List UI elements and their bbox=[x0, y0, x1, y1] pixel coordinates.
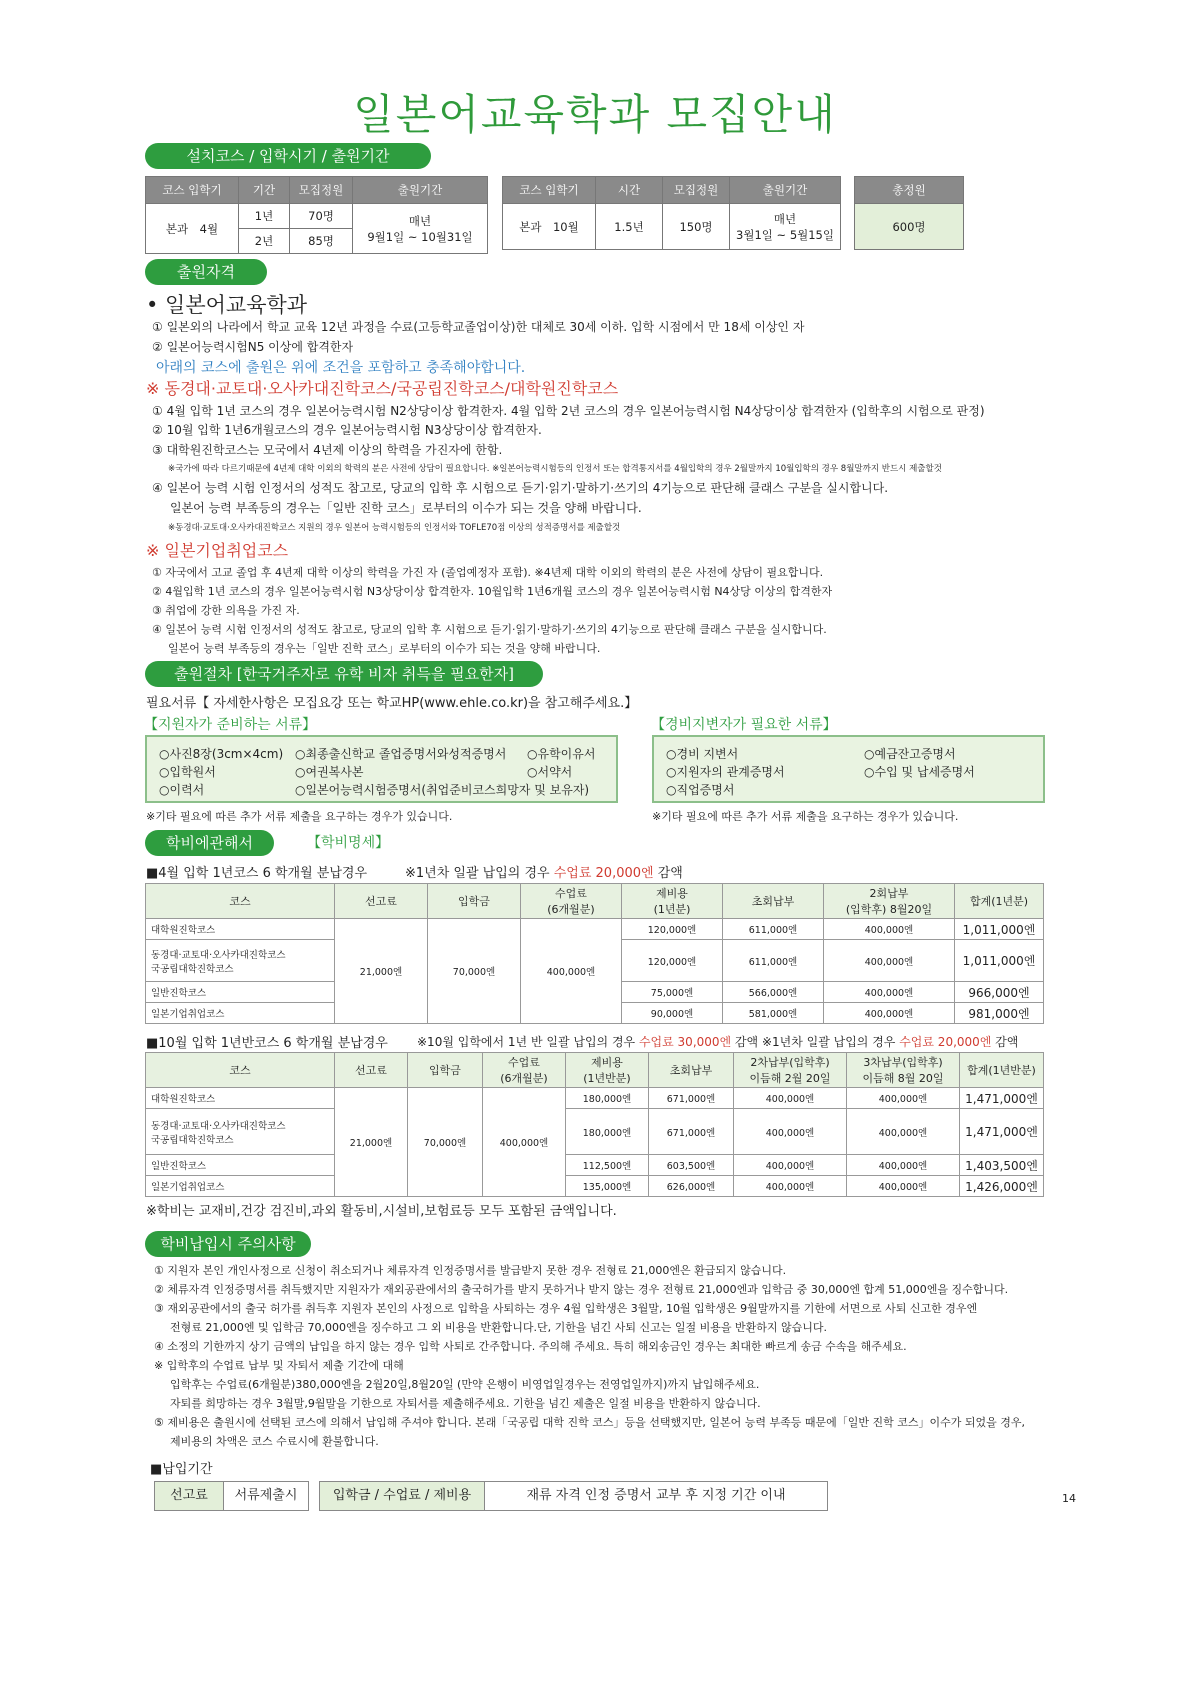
doc-item: ○입학원서 bbox=[159, 765, 216, 779]
section-label-procedure: 출원절차 [한국거주자로 유학 비자 취득을 필요한자] bbox=[145, 661, 543, 687]
text-line: ② 일본어능력시험N5 이상에 합격한자 bbox=[152, 340, 354, 354]
period-value-fee: 서류제출시 bbox=[223, 1481, 309, 1511]
doc-item: ○서약서 bbox=[527, 765, 573, 779]
th: 코스 bbox=[146, 1053, 335, 1088]
fee-total: 1,471,000엔 bbox=[960, 1109, 1044, 1155]
fee-total: 966,000엔 bbox=[955, 982, 1044, 1003]
doc-item: ○이력서 bbox=[159, 783, 205, 797]
doc-item: ○수입 및 납세증명서 bbox=[864, 765, 975, 779]
text-line: 일본어 능력 부족등의 경우는「일반 진학 코스」로부터의 이수가 되는 것을 양해 바랍니다. bbox=[168, 642, 601, 655]
fee-cell: 566,000엔 bbox=[723, 982, 824, 1003]
blue-note: 아래의 코스에 출원은 위에 조건을 포함하고 충족해야합니다. bbox=[156, 360, 526, 376]
th: 선고료 bbox=[335, 884, 428, 919]
course-cell: 대학원진학코스 bbox=[146, 919, 335, 940]
period-label-tuition: 입학금 / 수업료 / 제비용 bbox=[319, 1481, 485, 1511]
th: 수업료 (6개월분) bbox=[521, 884, 622, 919]
section-label-eligibility: 출원자격 bbox=[145, 259, 267, 285]
fee-cell: 671,000엔 bbox=[649, 1088, 734, 1109]
text-line: ② 체류자격 인정증명서를 취득했지만 지원자가 재외공관에서의 출국허가를 받지 못하거나 받지 않는 경우 전형료 21,000엔과 입학금 중 30,000엔 합계 51,000엔을 징수합니다. bbox=[154, 1283, 1009, 1296]
small-note: ※국가에 따라 다르기때문에 4년제 대학 이외의 학력의 분은 사전에 상담이 필요합니다. ※일본어능력시험등의 인정서 또는 합격통지서를 4월입학의 경우 2월말까지 10월입학의 경우 8월말까지 반드시 제출할것 bbox=[168, 464, 942, 474]
fee-cell: 75,000엔 bbox=[622, 982, 723, 1003]
fee-cell: 400,000엔 bbox=[847, 1176, 960, 1197]
fee-cell: 400,000엔 bbox=[734, 1088, 847, 1109]
course-cell bbox=[146, 940, 335, 982]
period-cell: 1년 bbox=[239, 204, 290, 229]
course-cell: 일반진학코스 bbox=[146, 1155, 335, 1176]
th: 총정원 bbox=[855, 177, 964, 204]
application-period bbox=[730, 204, 841, 250]
applicant-docs-box bbox=[145, 735, 618, 803]
th: 출원기간 bbox=[353, 177, 488, 204]
application-period bbox=[353, 204, 488, 254]
th: 기간 bbox=[239, 177, 290, 204]
dept-heading: • 일본어교육학과 bbox=[146, 293, 308, 317]
course-cell bbox=[146, 1109, 335, 1155]
course-table-october bbox=[502, 176, 841, 250]
th: 제비용 (1년분) bbox=[622, 884, 723, 919]
capacity-cell: 70명 bbox=[290, 204, 353, 229]
text-line: ① 자국에서 고교 졸업 후 4년제 대학 이상의 학력을 가진 자 (졸업예정자 포함). ※4년제 대학 이외의 학력의 분은 사전에 상담이 필요합니다. bbox=[152, 566, 824, 579]
th: 2회납부 (입학후) 8월20일 bbox=[824, 884, 955, 919]
period-label-fee: 선고료 bbox=[154, 1481, 224, 1511]
note-text: 감액 bbox=[653, 866, 683, 881]
page-number: 14 bbox=[1062, 1492, 1076, 1505]
th: 입학금 bbox=[408, 1053, 483, 1088]
note-red: 수업료 30,000엔 bbox=[638, 1035, 732, 1049]
th: 3차납부(입학후) 이듬해 8월 20일 bbox=[847, 1053, 960, 1088]
fee-cell: 180,000엔 bbox=[566, 1109, 649, 1155]
course-cell: 본과 10월 bbox=[503, 204, 596, 250]
period-line: 9월1일 ~ 10월31일 bbox=[367, 229, 473, 244]
fee-inclusion-note: ※학비는 교재비,건강 검진비,과외 활동비,시설비,보험료등 모두 포함된 금액입니다. bbox=[146, 1204, 617, 1219]
note-text: 감액 ※1년차 일괄 납입의 경우 bbox=[731, 1035, 900, 1049]
text-line: ① 지원자 본인 개인사정으로 신청이 취소되거나 체류자격 인정증명서를 발급받지 못한 경우 전형료 21,000엔은 환급되지 않습니다. bbox=[154, 1264, 787, 1277]
payment-period-title: ■납입기간 bbox=[150, 1462, 213, 1477]
course-line: 국공립대학진학코스 bbox=[151, 1134, 234, 1146]
note-text: ※1년차 일괄 납입의 경우 bbox=[405, 866, 554, 881]
fee-total: 1,426,000엔 bbox=[960, 1176, 1044, 1197]
note-red: 수업료 20,000엔 bbox=[899, 1035, 992, 1049]
text-line: ③ 재외공관에서의 출국 허가를 취득후 지원자 본인의 사정으로 입학을 사퇴하는 경우 4월 입학생은 3월말, 10월 입학생은 9월말까지를 기한에 서면으로 사퇴 신고한 경우엔 bbox=[154, 1302, 978, 1315]
course-line: 동경대·교토대·오사카대진학코스 bbox=[151, 1120, 286, 1132]
applicant-docs-title: 【지원자가 준비하는 서류】 bbox=[144, 717, 317, 733]
th: 입학금 bbox=[428, 884, 521, 919]
fee-total: 1,471,000엔 bbox=[960, 1088, 1044, 1109]
small-note: ※동경대·교토대·오사카대진학코스 지원의 경우 일본어 능력시험등의 인정서와 TOFLE70점 이상의 성적증명서를 제출할것 bbox=[168, 523, 621, 533]
doc-item: ○사진8장(3cm×4cm) bbox=[159, 747, 284, 761]
text-line: ④ 일본어 능력 시험 인정서의 성적도 참고로, 당교의 입학 후 시험으로 듣기·읽기·말하기·쓰기의 4기능으로 판단해 클래스 구분을 실시합니다. bbox=[152, 623, 827, 636]
text-line: ④ 소정의 기한까지 상기 금액의 납입을 하지 않는 경우 입학 사퇴로 간주합니다. 주의해 주세요. 특히 해외송금인 경우는 최대한 빠르게 송금 수속을 해주세요. bbox=[154, 1340, 907, 1353]
period-value-tuition: 재류 자격 인정 증명서 교부 후 지정 기간 이내 bbox=[484, 1481, 828, 1511]
fee-cell: 120,000엔 bbox=[622, 940, 723, 982]
text-line: ⑤ 제비용은 출원시에 선택된 코스에 의해서 납입해 주셔야 합니다. 본래「국공립 대학 진학 코스」등을 선택했지만, 일본어 능력 부족등 때문에「일반 진학 코스」이수가 되었을 경우, bbox=[154, 1416, 1025, 1429]
text-line: 전형료 21,000엔 및 입학금 70,000엔을 징수하고 그 외 비용을 반환합니다.단, 기한을 넘긴 사퇴 신고는 일절 비용을 반환하지 않습니다. bbox=[170, 1321, 827, 1334]
red-heading-employment: ※ 일본기업취업코스 bbox=[146, 541, 289, 560]
page-title: 일본어교육학과 모집안내 bbox=[353, 90, 837, 139]
fee-common: 21,000엔 bbox=[335, 1088, 408, 1197]
fee-cell: 400,000엔 bbox=[734, 1109, 847, 1155]
period-cell: 2년 bbox=[239, 229, 290, 254]
fee-table1-note bbox=[405, 862, 683, 881]
fee-table2-note bbox=[417, 1033, 1018, 1050]
red-heading-advanced: ※ 동경대·교토대·오사카대진학코스/국공립진학코스/대학원진학코스 bbox=[146, 379, 619, 398]
course-cell: 일반진학코스 bbox=[146, 982, 335, 1003]
extra-docs-note: ※기타 필요에 따른 추가 서류 제출을 요구하는 경우가 있습니다. bbox=[652, 810, 959, 823]
fee-cell: 180,000엔 bbox=[566, 1088, 649, 1109]
text-line: 자퇴를 희망하는 경우 3월말,9월말을 기한으로 자퇴서를 제출해주세요. 기한을 넘긴 제출은 일절 비용을 반환하지 않습니다. bbox=[170, 1397, 761, 1410]
doc-item: ○여권복사본 bbox=[295, 765, 364, 779]
text-line: ② 4월입학 1년 코스의 경우 일본어능력시험 N3상당이상 합격한자. 10월입학 1년6개월 코스의 경우 일본어능력시험 N4상당 이상의 합격한자 bbox=[152, 585, 833, 598]
course-cell: 일본기업취업코스 bbox=[146, 1003, 335, 1024]
section-label-payment-notes: 학비납입시 주의사항 bbox=[145, 1231, 311, 1257]
text-line: ③ 취업에 강한 의욕을 가진 자. bbox=[152, 604, 300, 617]
fee-common: 400,000엔 bbox=[483, 1088, 566, 1197]
fee-table2-title: ■10월 입학 1년반코스 6 학개월 분납경우 bbox=[146, 1036, 388, 1051]
text-line: ④ 일본어 능력 시험 인정서의 성적도 참고로, 당교의 입학 후 시험으로 듣기·읽기·말하기·쓰기의 4기능으로 판단해 클래스 구분을 실시합니다. bbox=[152, 481, 889, 495]
note-text: ※10월 입학에서 1년 반 일괄 납입의 경우 bbox=[417, 1035, 639, 1049]
th: 모집정원 bbox=[663, 177, 730, 204]
th: 초회납부 bbox=[723, 884, 824, 919]
fee-cell: 400,000엔 bbox=[824, 982, 955, 1003]
fee-cell: 400,000엔 bbox=[847, 1155, 960, 1176]
doc-item: ○예금잔고증명서 bbox=[864, 747, 956, 761]
fee-cell: 671,000엔 bbox=[649, 1109, 734, 1155]
text-line: ③ 대학원진학코스는 모국에서 4년제 이상의 학력을 가진자에 한함. bbox=[152, 443, 503, 457]
fee-total: 1,011,000엔 bbox=[955, 940, 1044, 982]
fee-common: 400,000엔 bbox=[521, 919, 622, 1024]
th: 2차납부(입학후) 이듬해 2월 20일 bbox=[734, 1053, 847, 1088]
th: 합계(1년반분) bbox=[960, 1053, 1044, 1088]
doc-item: ○일본어능력시험증명서(취업준비코스희망자 및 보유자) bbox=[295, 783, 590, 797]
th: 초회납부 bbox=[649, 1053, 734, 1088]
fee-common: 70,000엔 bbox=[428, 919, 521, 1024]
text-line: 입학후는 수업료(6개월분)380,000엔을 2월20일,8월20일 (만약 은행이 비영업일경우는 전영업일까지)까지 납입해주세요. bbox=[170, 1378, 760, 1391]
fee-cell: 90,000엔 bbox=[622, 1003, 723, 1024]
capacity-cell: 150명 bbox=[663, 204, 730, 250]
fee-cell: 400,000엔 bbox=[734, 1155, 847, 1176]
doc-item: ○유학이유서 bbox=[527, 747, 596, 761]
fee-table-october bbox=[145, 1052, 1044, 1197]
course-line: 국공립대학진학코스 bbox=[151, 963, 234, 975]
sponsor-docs-box bbox=[652, 735, 1045, 803]
fee-cell: 626,000엔 bbox=[649, 1176, 734, 1197]
text-line: ① 일본외의 나라에서 학교 교육 12년 과정을 수료(고등학교졸업이상)한 대체로 30세 이하. 입학 시점에서 만 18세 이상인 자 bbox=[152, 320, 805, 334]
course-cell: 일본기업취업코스 bbox=[146, 1176, 335, 1197]
fee-cell: 120,000엔 bbox=[622, 919, 723, 940]
period-line: 매년 bbox=[773, 211, 797, 226]
section-label-courses: 설치코스 / 입학시기 / 출원기간 bbox=[145, 143, 431, 169]
period-line: 매년 bbox=[408, 213, 432, 228]
fee-cell: 400,000엔 bbox=[847, 1088, 960, 1109]
total-capacity-table bbox=[854, 176, 964, 250]
fee-cell: 135,000엔 bbox=[566, 1176, 649, 1197]
course-cell: 대학원진학코스 bbox=[146, 1088, 335, 1109]
fee-cell: 603,500엔 bbox=[649, 1155, 734, 1176]
fee-cell: 112,500엔 bbox=[566, 1155, 649, 1176]
text-line: ① 4월 입학 1년 코스의 경우 일본어능력시험 N2상당이상 합격한자. 4월 입학 2년 코스의 경우 일본어능력시험 N4상당이상 합격한자 (입학후의 시험으로 판정) bbox=[152, 404, 985, 418]
fee-table1-title: ■4월 입학 1년코스 6 학개월 분납경우 bbox=[146, 866, 368, 881]
fee-cell: 400,000엔 bbox=[734, 1176, 847, 1197]
th: 모집정원 bbox=[290, 177, 353, 204]
fee-common: 70,000엔 bbox=[408, 1088, 483, 1197]
period-line: 3월1일 ~ 5월15일 bbox=[736, 227, 834, 242]
text-line: 일본어 능력 부족등의 경우는「일반 진학 코스」로부터의 이수가 되는 것을 양해 바랍니다. bbox=[170, 501, 642, 515]
fee-sub-title: 【학비명세】 bbox=[307, 835, 390, 851]
fee-total: 981,000엔 bbox=[955, 1003, 1044, 1024]
th: 시간 bbox=[596, 177, 663, 204]
th: 출원기간 bbox=[730, 177, 841, 204]
text-line: ※ 입학후의 수업료 납부 및 자퇴서 제출 기간에 대해 bbox=[154, 1359, 404, 1372]
section-label-fees: 학비에관해서 bbox=[145, 830, 274, 856]
doc-item: ○경비 지변서 bbox=[666, 747, 739, 761]
doc-item: ○지원자의 관계증명서 bbox=[666, 765, 785, 779]
fee-cell: 400,000엔 bbox=[824, 940, 955, 982]
capacity-cell: 85명 bbox=[290, 229, 353, 254]
th: 합계(1년분) bbox=[955, 884, 1044, 919]
course-cell: 본과 4월 bbox=[146, 204, 239, 254]
th: 제비용 (1년반분) bbox=[566, 1053, 649, 1088]
th: 코스 입학기 bbox=[146, 177, 239, 204]
course-table-april bbox=[145, 176, 488, 254]
fee-total: 1,403,500엔 bbox=[960, 1155, 1044, 1176]
fee-total: 1,011,000엔 bbox=[955, 919, 1044, 940]
doc-item: ○직업증명서 bbox=[666, 783, 735, 797]
th: 수업료 (6개월분) bbox=[483, 1053, 566, 1088]
docs-note: 필요서류【 자세한사항은 모집요강 또는 학교HP(www.ehle.co.kr)을 참고해주세요.】 bbox=[146, 696, 638, 711]
fee-table-april bbox=[145, 883, 1044, 1024]
course-line: 동경대·교토대·오사카대진학코스 bbox=[151, 949, 286, 961]
note-text: 감액 bbox=[991, 1035, 1019, 1049]
time-cell: 1.5년 bbox=[596, 204, 663, 250]
th: 코스 입학기 bbox=[503, 177, 596, 204]
fee-cell: 581,000엔 bbox=[723, 1003, 824, 1024]
total-capacity-value: 600명 bbox=[855, 204, 964, 250]
th: 코스 bbox=[146, 884, 335, 919]
fee-common: 21,000엔 bbox=[335, 919, 428, 1024]
sponsor-docs-title: 【경비지변자가 필요한 서류】 bbox=[651, 717, 837, 733]
fee-cell: 400,000엔 bbox=[824, 1003, 955, 1024]
extra-docs-note: ※기타 필요에 따른 추가 서류 제출을 요구하는 경우가 있습니다. bbox=[146, 810, 453, 823]
th: 선고료 bbox=[335, 1053, 408, 1088]
fee-cell: 611,000엔 bbox=[723, 919, 824, 940]
text-line: 제비용의 차액은 코스 수료시에 환불합니다. bbox=[170, 1435, 379, 1448]
note-red: 수업료 20,000엔 bbox=[553, 866, 654, 881]
fee-cell: 400,000엔 bbox=[824, 919, 955, 940]
text-line: ② 10월 입학 1년6개월코스의 경우 일본어능력시험 N3상당이상 합격한자. bbox=[152, 423, 542, 437]
doc-item: ○최종출신학교 졸업증명서와성적증명서 bbox=[295, 747, 507, 761]
fee-cell: 400,000엔 bbox=[847, 1109, 960, 1155]
fee-cell: 611,000엔 bbox=[723, 940, 824, 982]
